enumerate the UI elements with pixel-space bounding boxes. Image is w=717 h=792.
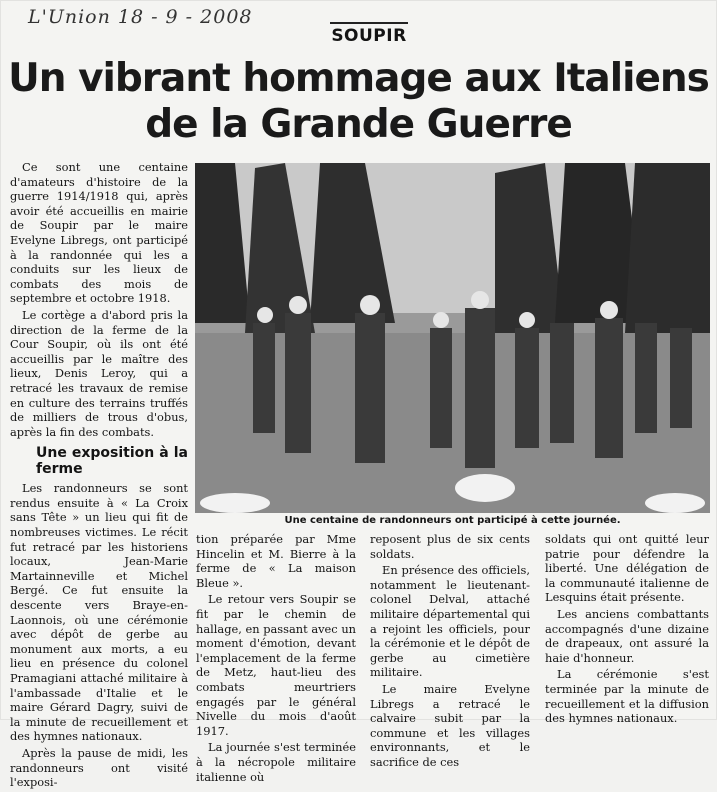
ceremony-photo	[195, 163, 710, 513]
article-column-1	[10, 160, 188, 792]
article-column-3	[370, 532, 530, 772]
paragraph: Ce sont une centaine d'amateurs d'histoire de la guerre 1914/1918 qui, après avoir été accueillis en mairie de Soupir par le maire Evelyne Libregs, ont participé à la randonnée qui les a conduits sur les lieux de combats des mois de septembre et octobre 1918.	[10, 160, 188, 306]
paragraph: soldats qui ont quitté leur patrie pour défendre la liberté. Une délégation de la communauté italienne de Lesquins était présente.	[545, 532, 709, 605]
paragraph: En présence des officiels, notamment le lieutenant-colonel Delval, attaché militaire départemental qui a rejoint les officiels, pour la cérémonie et le dépôt de gerbe au cimetière militaire.	[370, 563, 530, 680]
paragraph: Après la pause de midi, les randonneurs ont visité l'exposi-	[10, 745, 188, 790]
handwritten-date-note: L'Union 18 - 9 - 2008	[28, 6, 253, 28]
headline	[0, 56, 717, 148]
paragraph: Le maire Evelyne Libregs a retracé le calvaire subit par la commune et les villages environnants, et le sacrifice de ces	[370, 681, 530, 769]
photo-caption: Une centaine de randonneurs ont participé à cette journée.	[284, 515, 621, 526]
section-label: SOUPIR	[330, 22, 408, 46]
article-column-4	[545, 532, 709, 728]
paragraph: Les anciens combattants accompagnés d'une dizaine de drapeaux, ont assuré la haie d'honneur.	[545, 606, 709, 665]
paragraph: La cérémonie s'est terminée par la minute de recueillement et la diffusion des hymnes nationaux.	[545, 667, 709, 726]
headline-line-1: Un vibrant hommage aux Italiens	[8, 56, 709, 101]
paragraph: reposent plus de six cents soldats.	[370, 532, 530, 561]
paragraph: Le retour vers Soupir se fit par le chemin de hallage, en passant avec un moment d'émotion, devant l'emplacement de la ferme de Metz, haut-lieu des combats meurtriers engagés par le général Nivelle du mois d'août 1917.	[196, 592, 356, 738]
paragraph: Les randonneurs se sont rendus ensuite à « La Croix sans Tête » un lieu qui fit de nombreuses victimes. Le récit fut retracé par les historiens locaux, Jean-Marie Martainneville et Michel Bergé. Ce fut ensuite la descente vers Braye-en-Laonnois, où une cérémonie avec dépôt de gerbe au monument aux morts, a eu lieu en présence du colonel Pramagiani attaché militaire à l'ambassade d'Italie et le maire Gérard Dagry, suivi de la minute de recueillement et des hymnes nationaux.	[10, 481, 188, 744]
article-column-2	[196, 532, 356, 786]
headline-line-2: de la Grande Guerre	[145, 102, 572, 147]
photo-illustration	[195, 163, 710, 513]
paragraph: tion préparée par Mme Hincelin et M. Bierre à la ferme de « La maison Bleue ».	[196, 532, 356, 590]
paragraph: La journée s'est terminée à la nécropole militaire italienne où	[196, 740, 356, 784]
subheading: Une exposition à la ferme	[36, 445, 188, 478]
paragraph: Le cortège a d'abord pris la direction de la ferme de la Cour Soupir, où ils ont été accueillis par le maître des lieux, Denis Leroy, qui a retracé les travaux de remise en culture des terrains truffés de milliers de trous d'obus, après la fin des combats.	[10, 307, 188, 439]
